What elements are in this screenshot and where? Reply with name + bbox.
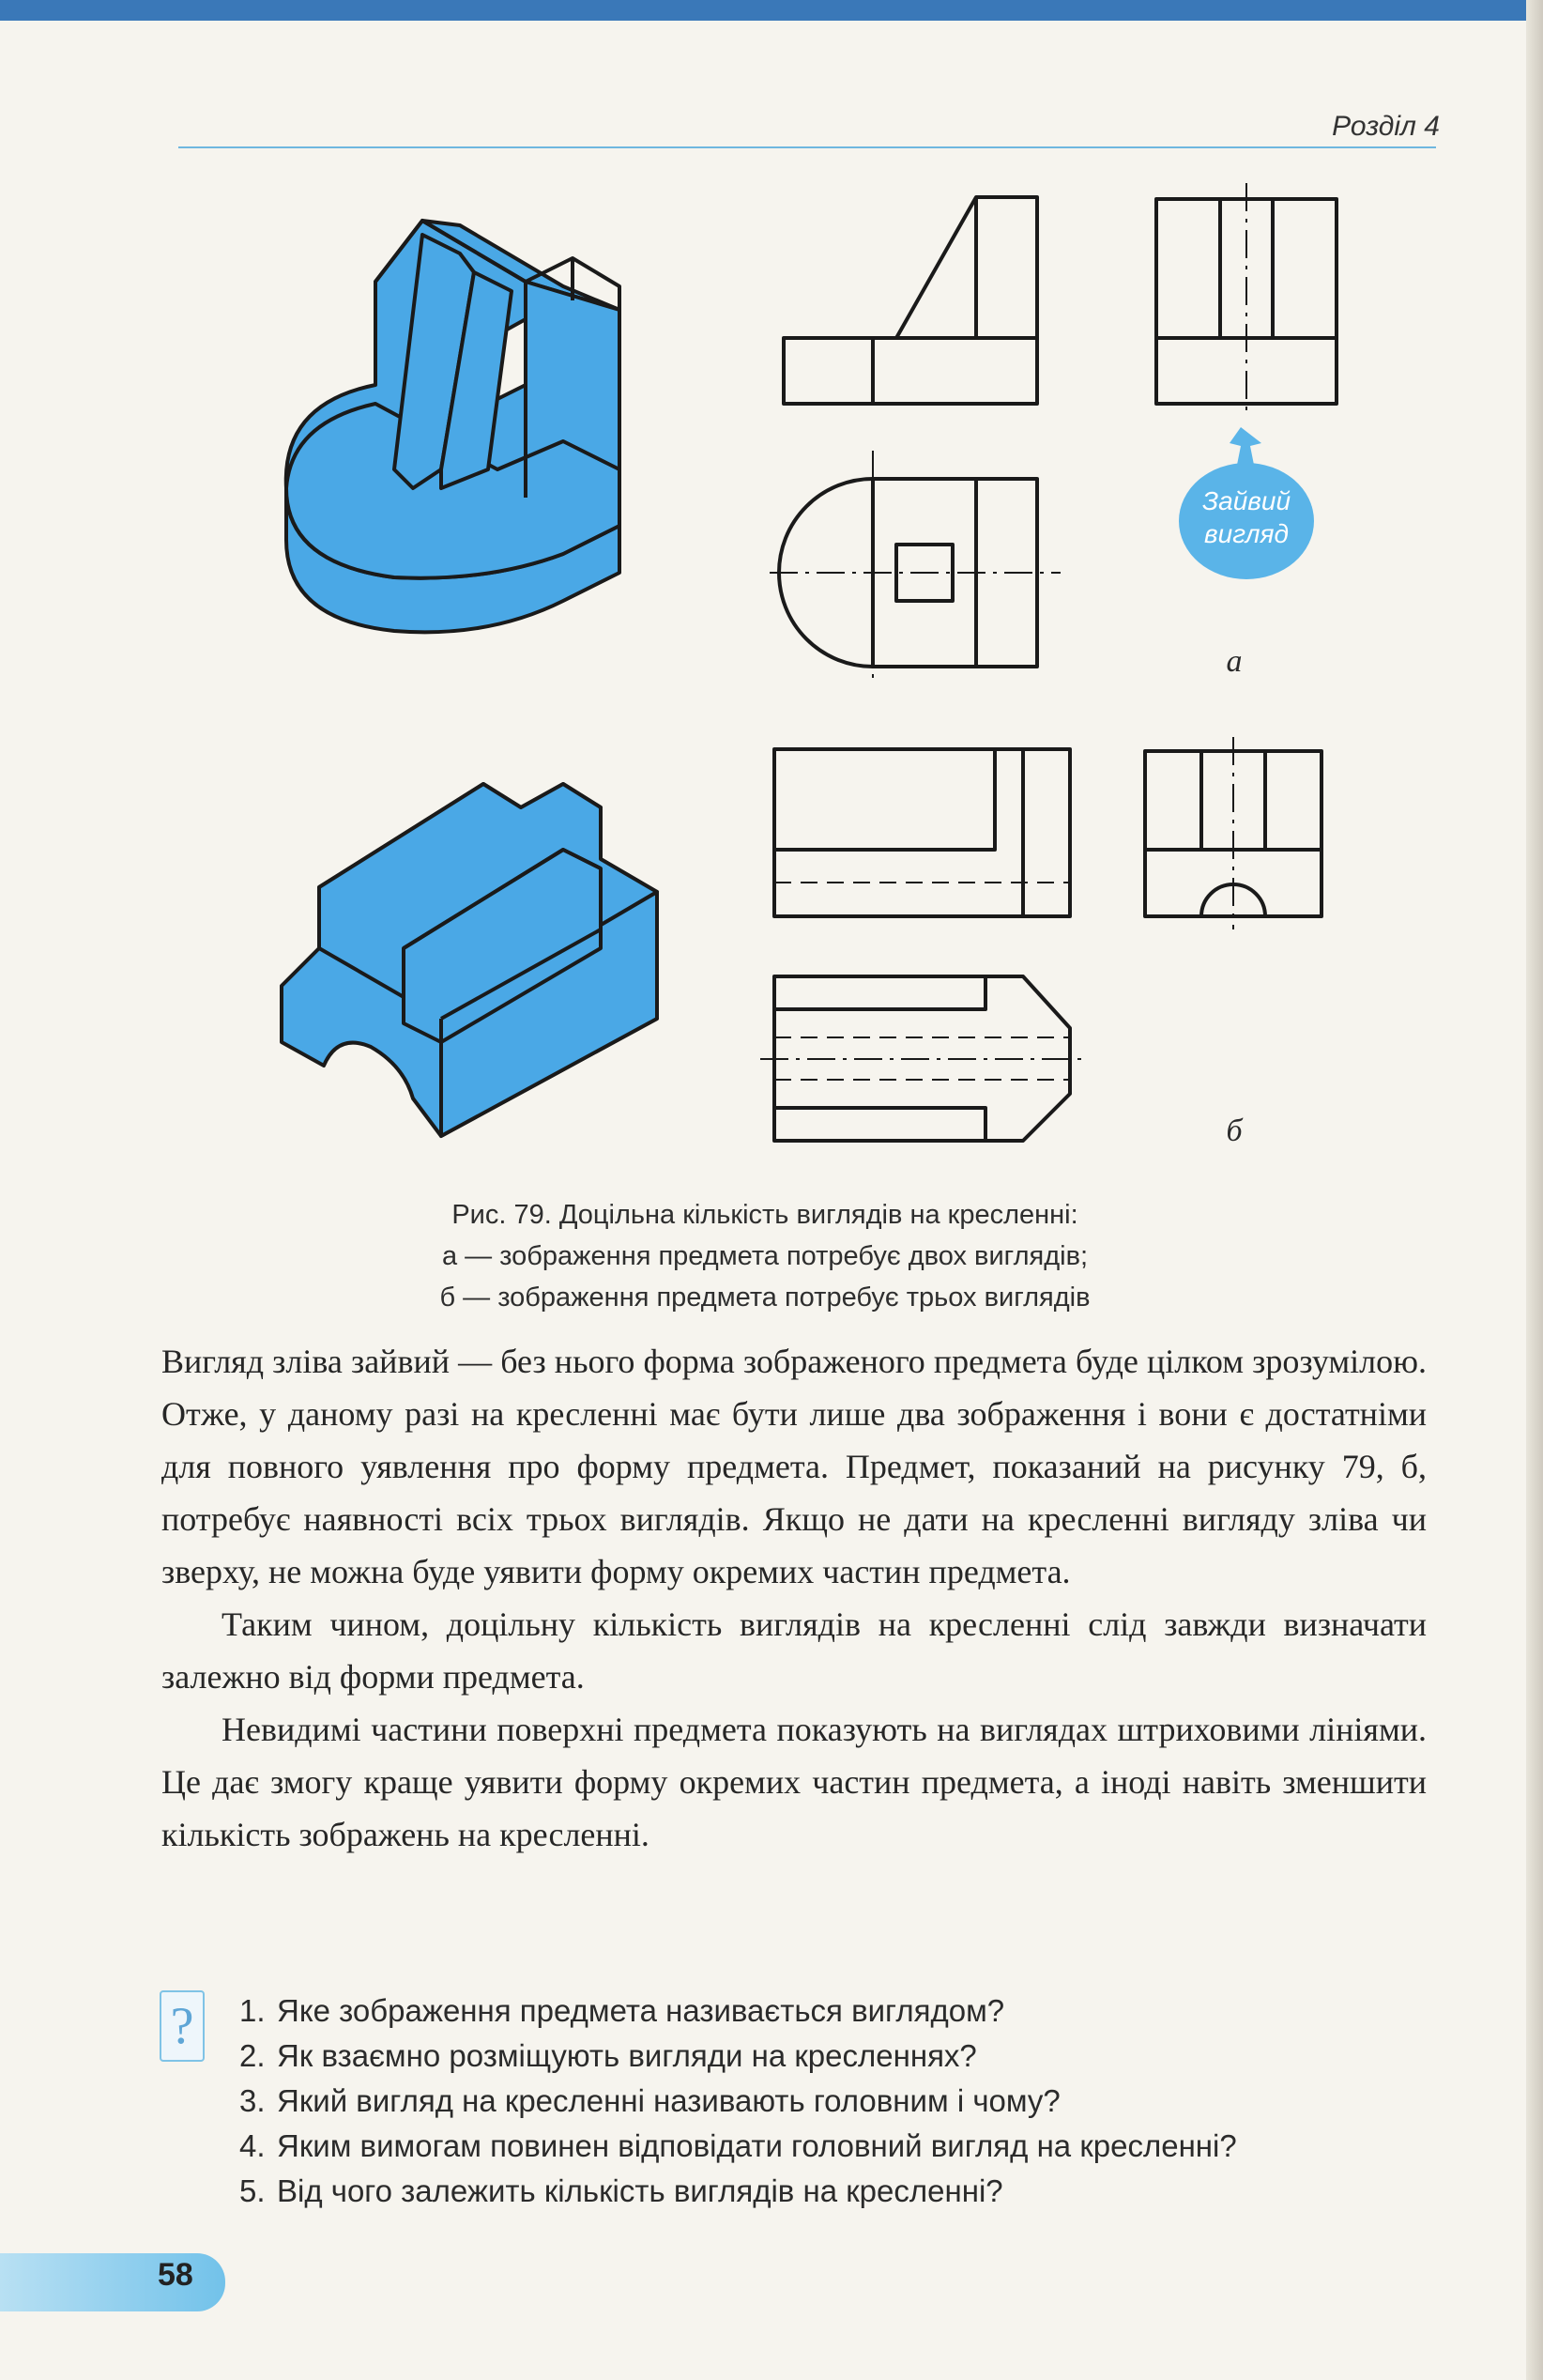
figure-79 [0,0,1543,1183]
list-item: 4. Яким вимогам повинен відповідати головний вигляд на кресленні? [239,2128,1237,2163]
object-a-front-view [784,197,1037,404]
object-b-front-view [774,749,1070,916]
paragraph-3: Невидимі частини поверхні предмета показують на виглядах штриховими лініями. Це дає змогу краще уявити форму окремих частин предмета, а іноді навіть зменшити кількість зображень на кресленні. [161,1711,1427,1853]
body-text [161,1335,1427,1861]
callout-line-1: Зайвий [1201,486,1291,515]
list-item: 2. Як взаємно розміщують вигляди на кресленнях? [239,2038,977,2073]
section-title: Розділ 4 [1332,111,1440,142]
object-a-top-view [770,451,1061,685]
review-questions [239,1988,1441,2214]
object-a-left-view [1156,183,1337,413]
caption-line-3: б — зображення предмета потребує трьох виглядів [439,1282,1091,1313]
figure-label-b: б [1226,1113,1243,1148]
caption-line-1: Рис. 79. Доцільна кількість виглядів на кресленні: [451,1200,1078,1230]
callout-bubble [1179,427,1314,579]
object-b-left-view [1145,737,1321,929]
caption-line-2: а — зображення предмета потребує двох виглядів; [441,1241,1089,1271]
figure-label-a: а [1226,644,1243,679]
list-item: 3. Який вигляд на кресленні називають головним і чому? [239,2083,1061,2118]
callout-line-2: вигляд [1204,519,1289,548]
question-icon: ? [160,1990,205,2062]
list-item: 5. Від чого залежить кількість виглядів на кресленні? [239,2173,1003,2208]
paragraph-1: Вигляд зліва зайвий — без нього форма зображеного предмета буде цілком зрозумілою. Отже, у даному разі на кресленні має бути лише два зображення і вони є достатніми для повного уявлення про форму предмета. Предмет, показаний на рисунку 79, б, потребує наявності всіх трьох виглядів. Якщо не дати на кресленні вигляду зліва чи зверху, не можна буде уявити форму окремих частин предмета. [161,1343,1427,1590]
isometric-object-b [282,784,657,1136]
figure-caption [282,1194,1248,1318]
object-b-top-view [760,976,1084,1141]
list-item: 1. Яке зображення предмета називається виглядом? [239,1993,1005,2028]
page-number: 58 [158,2257,193,2293]
isometric-object-a [286,221,619,632]
paragraph-2: Таким чином, доцільну кількість виглядів на кресленні слід завжди визначати залежно від форми предмета. [161,1605,1427,1696]
